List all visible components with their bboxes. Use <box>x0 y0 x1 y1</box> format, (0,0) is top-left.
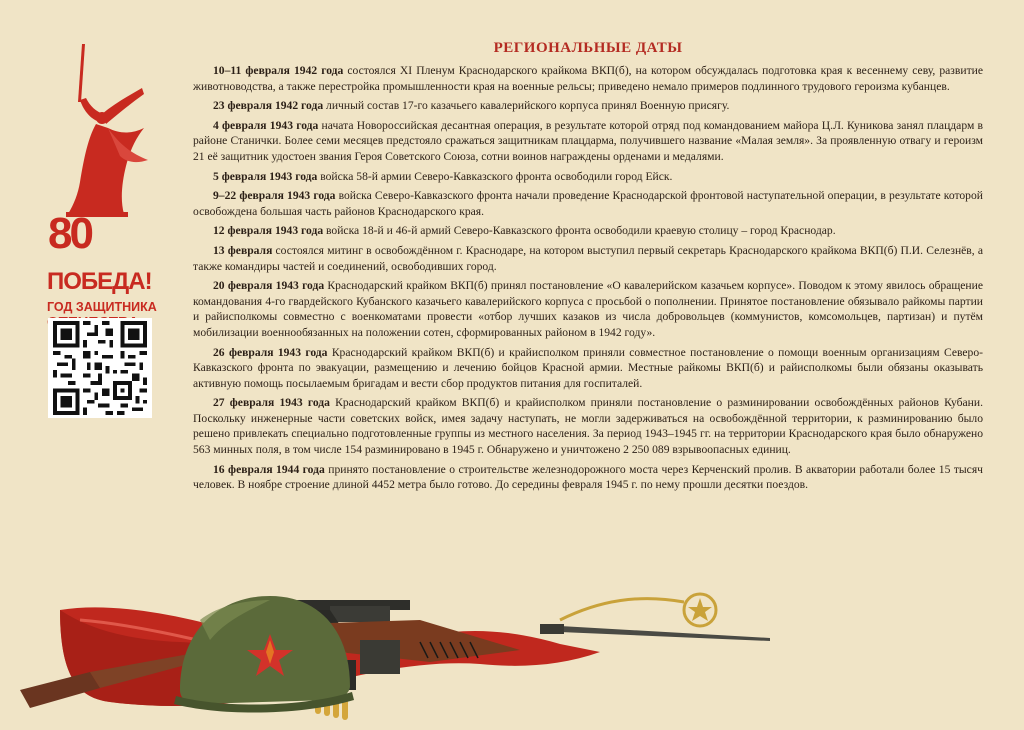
entry-text: Краснодарский крайком ВКП(б) и крайисполком приняли постановление о разминировании освобождённых районов Кубани. Поскольку инженерные части советских войск, имея задачу наступать, не могли задерживаться на освобождённой территории, к разминированию было решено привлекать специально подготовленные группы из местного населения. За период 1943–1945 гг. на территории Краснодарского края было обнаружено 563 минных поля, в том числе 154 разминировано в 1945 г. Обнаружено и уничтожено 2 250 089 взрывоопасных единиц. <box>193 396 983 457</box>
entry-date: 4 февраля 1943 года <box>213 118 319 132</box>
entry-text: войска 18-й и 46-й армий Северо-Кавказского фронта освободили краевую столицу – город Краснодар. <box>323 224 836 238</box>
date-entry <box>193 98 983 114</box>
entry-text: принято постановление о строительстве железнодорожного моста через Керченский пролив. В акватории работали более 15 тысяч человек. В ноябре строение длиной 4452 метра было готово. До середины февраля 1945 г. по нему прошли десятки поездов. <box>193 462 983 492</box>
motherland-calls-statue-icon <box>44 42 159 217</box>
entry-text: начата Новороссийская десантная операция, в результате которой отряд под командованием майора Ц.Л. Куникова занял плацдарм в районе Станички. Более семи месяцев предстояло сражаться защитникам плацдарма, получившего название «Малая земля». За проявленную отвагу и героизм 21 её защитник удостоен звания Героя Советского Союза, сотни воинов награждены орденами и медалями. <box>193 118 983 163</box>
date-entry <box>193 223 983 239</box>
entry-text: Краснодарский крайком ВКП(б) принял постановление «О кавалерийском казачьем корпусе». Поводом к этому явилось обращение командования 4-го гвардейского Кубанского казачьего кавалерийского корпуса с просьбой о пополнении. Принятое постановление обязывало райкомы партии и райисполкомы совместно с военкоматами провести «отбор лучших казаков из числа добровольцев (коммунистов, комсомольцев, партизан) и путём мобилизации военнообязанных на положении сотен, сформированных районом в 1942 году». <box>193 279 983 339</box>
logo-number: 80 <box>48 209 91 258</box>
qr-code-icon <box>53 321 147 415</box>
entry-date: 9–22 февраля 1943 года <box>213 189 336 203</box>
date-entry <box>193 63 983 94</box>
entry-text: личный состав 17-го казачьего кавалерийского корпуса принял Военную присягу. <box>323 99 730 113</box>
date-entry <box>193 395 983 457</box>
page-title: РЕГИОНАЛЬНЫЕ ДАТЫ <box>493 40 683 56</box>
entries-list <box>193 63 983 493</box>
logo-subtitle-line1: ГОД ЗАЩИТНИКА <box>47 300 157 314</box>
entry-date: 27 февраля 1943 года <box>213 396 330 410</box>
main-content <box>193 40 983 497</box>
date-entry <box>193 188 983 219</box>
victory-80-logo <box>44 42 159 314</box>
entry-date: 13 февраля <box>213 243 273 257</box>
entry-date: 10–11 февраля 1942 года <box>213 64 344 77</box>
qr-code[interactable] <box>48 318 152 418</box>
entry-text: состоялся митинг в освобождённом г. Краснодаре, на котором выступил первый секретарь Краснодарского крайкома ВКП(б) П.И. Селезнёв, а также командиры частей и соединений, освободивших город. <box>193 243 984 273</box>
date-entry <box>193 462 983 493</box>
bayonet-icon <box>540 624 770 641</box>
entry-date: 16 февраля 1944 года <box>213 462 325 476</box>
entry-text: войска Северо-Кавказского фронта начали проведение Краснодарской фронтовой наступательной операции, в результате которой освобождена большая часть районов Краснодарского края. <box>193 189 983 218</box>
date-entry <box>193 169 983 185</box>
entry-text: войска 58-й армии Северо-Кавказского фронта освободили город Ейск. <box>317 169 673 183</box>
gold-star-badge-icon <box>560 594 716 626</box>
entry-date: 5 февраля 1943 года <box>213 169 318 183</box>
date-entry <box>193 278 983 340</box>
entry-text: состоялся XI Пленум Краснодарского крайкома ВКП(б), на котором обсуждалась подготовка края к весеннему севу, развитие животноводства, а также перестройка промышленности края на военные рельсы; приведено немало примеров подлинного трудового героизма кубанцев. <box>193 64 983 93</box>
logo-victory-text: ПОБЕДА! <box>47 268 152 295</box>
entry-text: Краснодарский крайком ВКП(б) и крайисполком приняли совместное постановление о помощи военным организациям Северо-Кавказского фронта по эвакуации, размещению и лечению бойцов Красной армии. Местные райкомы ВКП(б) и райисполкомы были обязаны оказывать активную помощь посылаемым бригадам и вести сбор продуктов питания для госпиталей. <box>193 345 983 390</box>
date-entry <box>193 243 983 274</box>
date-entry <box>193 118 983 165</box>
entry-date: 20 февраля 1943 года <box>213 279 325 293</box>
entry-date: 23 февраля 1942 года <box>213 99 324 113</box>
date-entry <box>193 345 983 392</box>
entry-date: 26 февраля 1943 года <box>213 345 328 359</box>
bottom-illustration <box>0 580 1024 725</box>
entry-date: 12 февраля 1943 года <box>213 224 324 238</box>
